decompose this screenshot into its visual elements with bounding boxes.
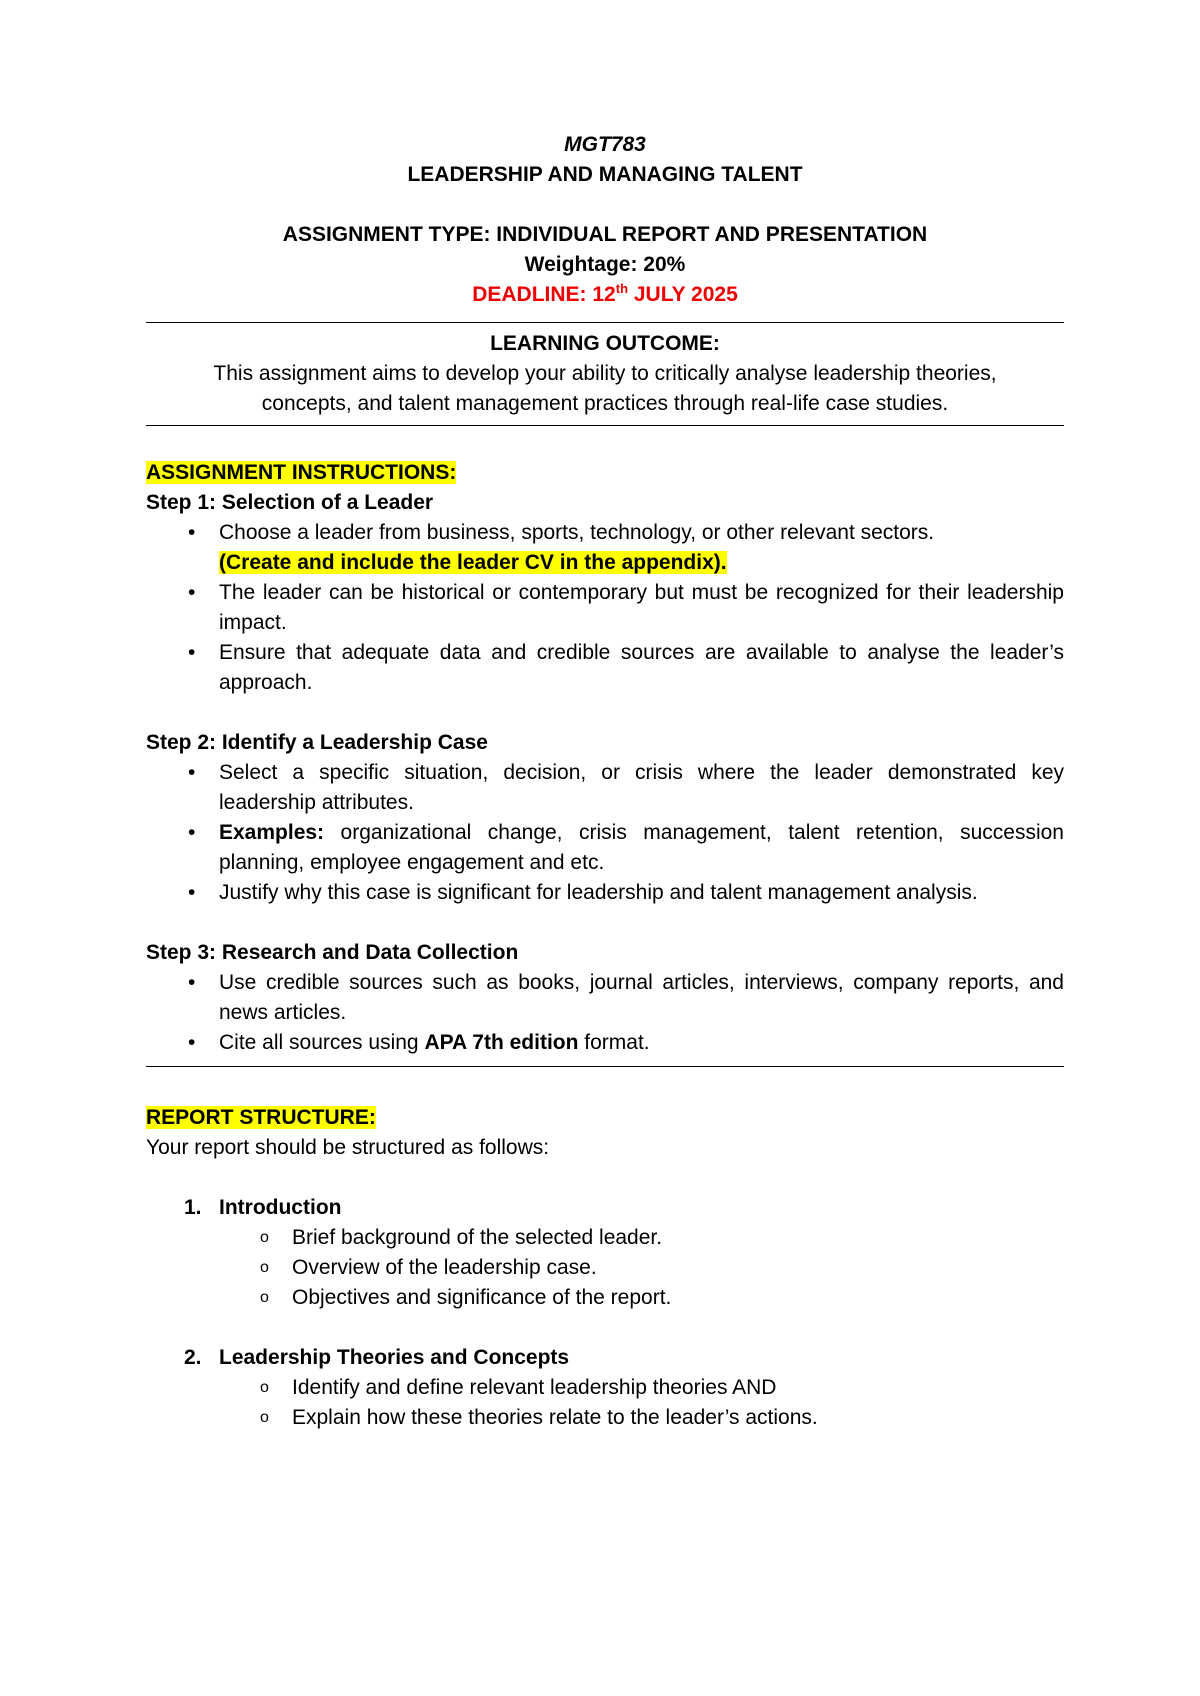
section-number: 1. <box>184 1196 202 1219</box>
bullet-icon: • <box>188 881 196 904</box>
step2-b2-label: Examples: <box>219 821 325 844</box>
bullet-icon: • <box>188 971 196 994</box>
report-section <box>146 1343 1064 1433</box>
step1-b3: Ensure that adequate data and credible sources are available to analyse the leader’s approach. <box>219 641 1064 694</box>
report-structure-intro: Your report should be structured as follows: <box>146 1136 550 1159</box>
course-code: MGT783 <box>564 133 646 156</box>
section-item: Overview of the leadership case. <box>292 1256 597 1279</box>
assignment-type: ASSIGNMENT TYPE: INDIVIDUAL REPORT AND PRESENTATION <box>282 223 928 246</box>
weightage: Weightage: 20% <box>524 253 686 276</box>
step2-b1: Select a specific situation, decision, or crisis where the leader demonstrated key leadership attributes. <box>219 761 1064 814</box>
sub-bullet-icon: o <box>260 1259 269 1276</box>
section-item: Objectives and significance of the report. <box>292 1286 672 1309</box>
step2-b2: organizational change, crisis management, talent retention, succession planning, employee engagement and etc. <box>219 821 1064 874</box>
list-item <box>219 1223 1064 1253</box>
list-item <box>219 1283 1064 1313</box>
step2-b3: Justify why this case is significant for leadership and talent management analysis. <box>219 881 978 904</box>
section-number: 2. <box>184 1346 202 1369</box>
section-item: Explain how these theories relate to the leader’s actions. <box>292 1406 818 1429</box>
deadline <box>146 280 1064 310</box>
list-item <box>146 518 1064 578</box>
learning-outcome-text-1: This assignment aims to develop your ability to critically analyse leadership theories, <box>213 362 997 385</box>
sub-bullet-icon: o <box>260 1379 269 1396</box>
bullet-icon: • <box>188 581 196 604</box>
list-item <box>219 1373 1064 1403</box>
report-section <box>146 1193 1064 1343</box>
course-title: LEADERSHIP AND MANAGING TALENT <box>407 163 803 186</box>
section-item: Identify and define relevant leadership theories AND <box>292 1376 777 1399</box>
section-item: Brief background of the selected leader. <box>292 1226 663 1249</box>
bullet-icon: • <box>188 521 196 544</box>
step3-b2-suffix: format. <box>578 1031 650 1054</box>
report-structure-heading-text: REPORT STRUCTURE: <box>146 1106 376 1129</box>
step1-list <box>146 518 1064 698</box>
list-item <box>146 1028 1064 1058</box>
step3-b2-bold: APA 7th edition <box>424 1031 579 1054</box>
step3-b1: Use credible sources such as books, journal articles, interviews, company reports, and news articles. <box>219 971 1064 1024</box>
deadline-suffix: JULY 2025 <box>628 283 738 306</box>
step1-b2: The leader can be historical or contemporary but must be recognized for their leadership impact. <box>219 581 1064 634</box>
step3-list <box>146 968 1064 1058</box>
deadline-prefix: DEADLINE: 12 <box>472 283 616 306</box>
step2-title: Step 2: Identify a Leadership Case <box>146 731 488 754</box>
step1-b1-highlight: (Create and include the leader CV in the appendix). <box>219 551 727 574</box>
list-item <box>146 638 1064 698</box>
step3-title: Step 3: Research and Data Collection <box>146 941 519 964</box>
bullet-icon: • <box>188 821 196 844</box>
step3-b2-prefix: Cite all sources using <box>219 1031 425 1054</box>
sub-bullet-icon: o <box>260 1409 269 1426</box>
list-item <box>146 578 1064 638</box>
list-item <box>219 1403 1064 1433</box>
sub-bullet-icon: o <box>260 1229 269 1246</box>
report-structure-heading <box>146 1103 1064 1133</box>
bullet-icon: • <box>188 1031 196 1054</box>
list-item <box>146 968 1064 1028</box>
list-item <box>219 1253 1064 1283</box>
section-items <box>219 1373 1064 1433</box>
step1-title: Step 1: Selection of a Leader <box>146 491 434 514</box>
instructions-heading <box>146 458 1064 488</box>
step1-b1: Choose a leader from business, sports, technology, or other relevant sectors. <box>219 521 935 544</box>
list-item <box>146 878 1064 908</box>
deadline-sup: th <box>615 281 629 296</box>
section-items <box>219 1223 1064 1313</box>
document-content <box>146 130 1064 1433</box>
section-title: Introduction <box>219 1196 342 1219</box>
section-title: Leadership Theories and Concepts <box>219 1346 570 1369</box>
sub-bullet-icon: o <box>260 1289 269 1306</box>
list-item <box>146 758 1064 818</box>
report-sections <box>146 1193 1064 1433</box>
bullet-icon: • <box>188 641 196 664</box>
list-item <box>146 818 1064 878</box>
bullet-icon: • <box>188 761 196 784</box>
learning-outcome-heading: LEARNING OUTCOME: <box>490 332 720 355</box>
step2-list <box>146 758 1064 908</box>
learning-outcome-text-2: concepts, and talent management practices through real-life case studies. <box>261 392 949 415</box>
instructions-heading-text: ASSIGNMENT INSTRUCTIONS: <box>146 461 457 484</box>
